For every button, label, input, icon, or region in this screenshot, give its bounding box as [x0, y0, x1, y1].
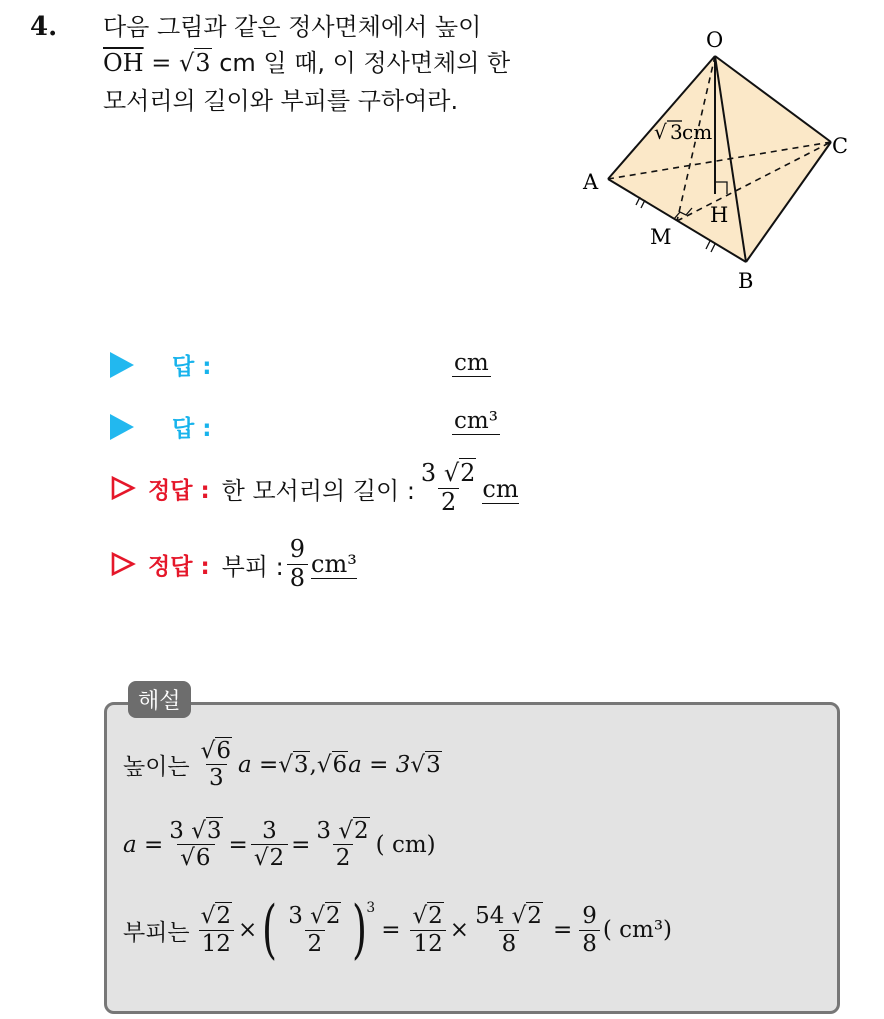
label-c: C: [832, 134, 849, 158]
solution-tag: 해설: [128, 681, 191, 718]
fraction-3root2-over-2: $\frac{3 √2}{2}$: [288, 903, 341, 957]
expr-6a: a = 3: [348, 751, 411, 778]
problem-line-2-rest: cm 일 때, 이 정사면체의 한: [211, 49, 511, 77]
equals: =: [291, 831, 311, 858]
problem-line-3: 모서리의 길이와 부피를 구하여라.: [103, 87, 459, 115]
fraction-3root2-over-2: $\frac{3 √2}{2}$: [316, 818, 369, 872]
problem-number: 4.: [30, 12, 58, 42]
tetrahedron-figure: [578, 22, 868, 292]
left-paren: (: [262, 893, 278, 967]
correct-text-volume: 부피 :: [221, 552, 284, 581]
sqrt-three: √3: [178, 49, 211, 77]
right-paren: ): [352, 893, 368, 967]
svg-text:cm: cm: [682, 120, 713, 144]
problem-line-1: 다음 그림과 같은 정사면체에서 높이: [103, 13, 482, 41]
fraction-root6-over-3: $\frac{√6}{3}$: [200, 738, 231, 792]
problem-line-2: [103, 46, 510, 80]
correct-answer-row-1: [110, 460, 519, 516]
label-m: M: [650, 225, 672, 249]
tick-mb-1: [706, 241, 710, 249]
label-a: A: [583, 170, 599, 194]
times: ×: [237, 917, 258, 943]
solution-line-1: [123, 738, 442, 792]
fraction-9-over-8: $\frac{9}{8}$: [579, 903, 600, 957]
answer-blank-length[interactable]: cm: [454, 350, 489, 376]
answer-blank-volume[interactable]: cm³: [454, 408, 498, 434]
correct-unit-volume: cm³: [311, 549, 357, 578]
label-h: H: [710, 203, 729, 227]
answer-row-1: [110, 348, 211, 381]
solution-lead-volume: 부피는: [123, 919, 190, 946]
outline-triangle-icon: [110, 551, 136, 577]
fraction-root2-over-12: $\frac{√2}{12}$: [409, 903, 446, 957]
expr-a-equals: a =: [237, 751, 279, 778]
equals-sign: =: [143, 49, 179, 77]
sqrt-6: √6: [316, 751, 348, 778]
play-triangle-icon: [110, 414, 134, 440]
correct-label: 정답 :: [148, 553, 210, 580]
fraction-3-over-root2: $\frac{3}{√2}$: [251, 818, 288, 872]
svg-text:√: √: [654, 120, 667, 144]
svg-text:3: 3: [670, 120, 683, 144]
fraction-9-over-8: $\frac{9}{8}$: [287, 536, 308, 592]
solution-line-2: [123, 818, 436, 872]
segment-oh: $\overline{OH}$: [103, 49, 144, 77]
equals: =: [228, 831, 248, 858]
solution-lead-height: 높이는: [123, 754, 190, 781]
height-label: [654, 120, 712, 144]
answer-label: 답 :: [172, 416, 212, 442]
answer-row-2: [110, 410, 211, 443]
expr-a: a =: [123, 831, 164, 858]
correct-text-length: 한 모서리의 길이 :: [221, 476, 415, 505]
exponent-3: 3: [366, 900, 376, 916]
sqrt-3: √3: [278, 751, 309, 778]
correct-unit-length: cm: [482, 474, 519, 503]
outline-triangle-icon: [110, 475, 136, 501]
tick-mb-2: [711, 244, 715, 252]
play-triangle-icon: [110, 352, 134, 378]
fraction-54root2-over-8: $\frac{54 √2}{8}$: [475, 903, 542, 957]
label-o: O: [706, 28, 724, 52]
fraction-3root3-over-root6: $\frac{3 √3}{√6}$: [169, 818, 222, 872]
times: ×: [449, 917, 470, 943]
fraction-root2-over-12: $\frac{√2}{12}$: [198, 903, 235, 957]
label-b: B: [738, 269, 754, 292]
solution-line-3: 부피는 $\frac{√2}{12}$ × ( $\frac{3 √2}{2}$ ) 3 = $\frac{√2}{12}$ × $\frac{54 √2}{8}$ = $\frac{9}{8}$ ( cm³): [123, 893, 673, 967]
unit-cm: ( cm): [375, 831, 436, 858]
correct-label: 정답 :: [148, 477, 210, 504]
fraction-3root2-over-2: $\frac{3 √2}{2}$: [420, 459, 476, 516]
unit-cm3: ( cm³): [602, 917, 673, 943]
sqrt-3b: √3: [410, 751, 441, 778]
correct-answer-row-2: [110, 536, 357, 592]
comma: ,: [309, 751, 317, 778]
answer-label: 답 :: [172, 354, 212, 380]
